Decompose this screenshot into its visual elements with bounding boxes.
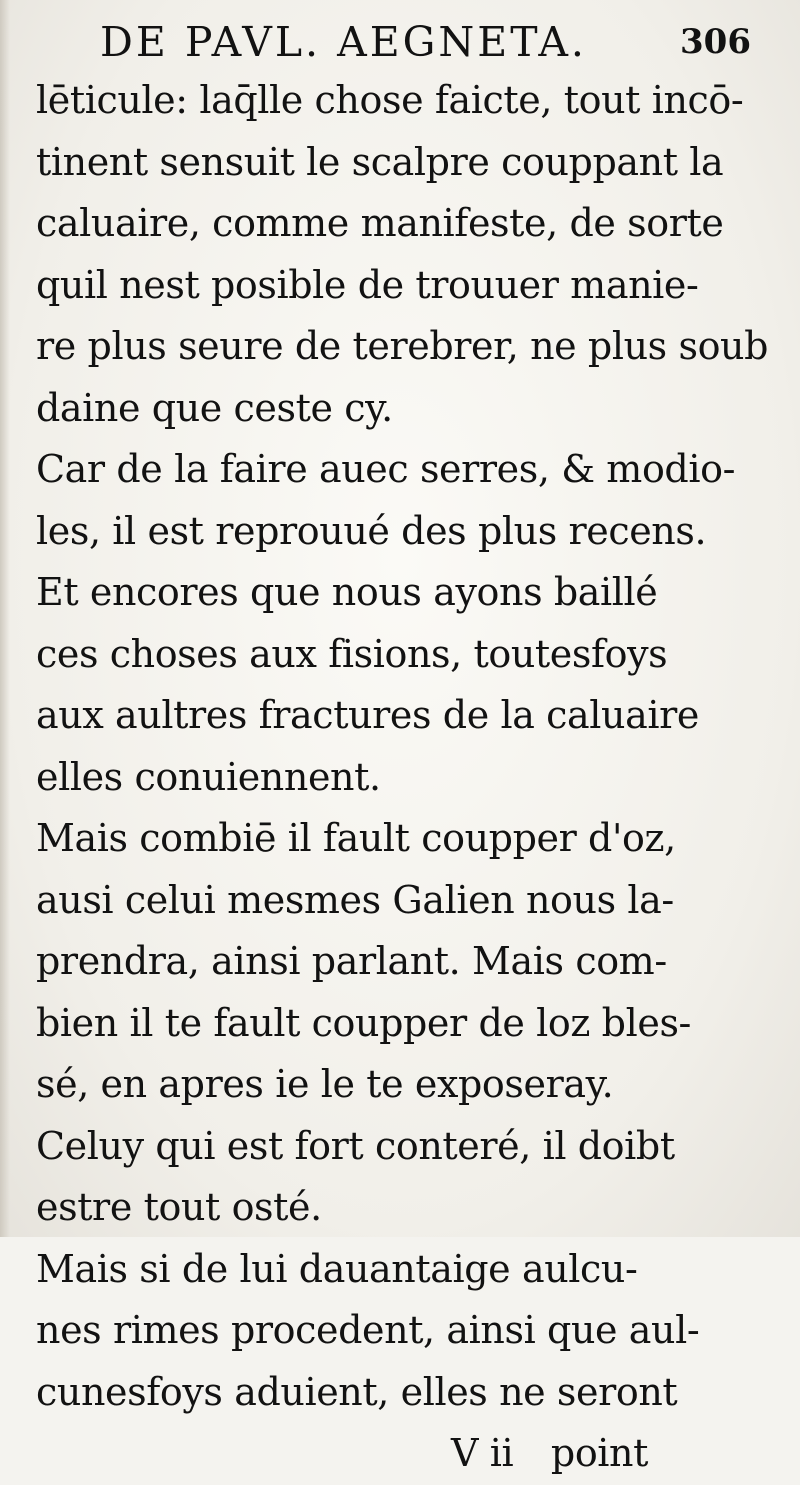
text-line: Et encores que nous ayons baillé — [36, 570, 658, 614]
text-line: daine que ceste cy. — [36, 385, 393, 430]
text-line: tinent sensuit le scalpre couppant la — [36, 139, 724, 184]
text-line: lēticule: laq̄lle chose faicte, tout incō- — [36, 78, 744, 122]
page-number: 306 — [680, 22, 751, 62]
text-line: prendra, ainsi parlant. Mais com- — [36, 939, 667, 983]
text-line: ces choses aux fisions, toutesfoys — [36, 631, 668, 676]
text-line: nes rimes procedent, ainsi que aul- — [36, 1308, 700, 1352]
text-line: quil nest posible de trouuer manie- — [36, 262, 699, 307]
text-line: Car de la faire auec serres, & modio- — [36, 447, 736, 491]
page-gutter-shadow — [0, 0, 10, 1237]
text-line: caluaire, comme manifeste, de sorte — [36, 201, 724, 245]
text-line: elles conuiennent. — [36, 754, 381, 799]
text-line: bien il te fault coupper de loz bles- — [36, 1000, 691, 1045]
text-line: estre tout osté. — [36, 1185, 322, 1229]
text-line: ausi celui mesmes Galien nous la- — [36, 877, 674, 922]
text-line: Mais si de lui dauantaige aulcu- — [36, 1246, 638, 1291]
text-line: sé, en apres ie le te exposeray. — [36, 1062, 614, 1106]
body-text — [36, 70, 769, 1485]
text-line: Mais combiē il fault coupper d'oz, — [36, 816, 676, 860]
catchword: point — [550, 1431, 648, 1475]
signature-line — [36, 1423, 656, 1485]
text-line: les, il est reprouué des plus recens. — [36, 508, 707, 553]
running-head: DE PAVL. AEGNETA. — [100, 18, 587, 66]
text-line: aux aultres fractures de la caluaire — [36, 693, 699, 737]
signature-mark: V ii — [450, 1431, 514, 1475]
text-line: cunesfoys aduient, elles ne seront — [36, 1369, 678, 1414]
text-line: re plus seure de terebrer, ne plus soub — [36, 324, 769, 368]
text-line: Celuy qui est fort conteré, il doibt — [36, 1123, 675, 1168]
